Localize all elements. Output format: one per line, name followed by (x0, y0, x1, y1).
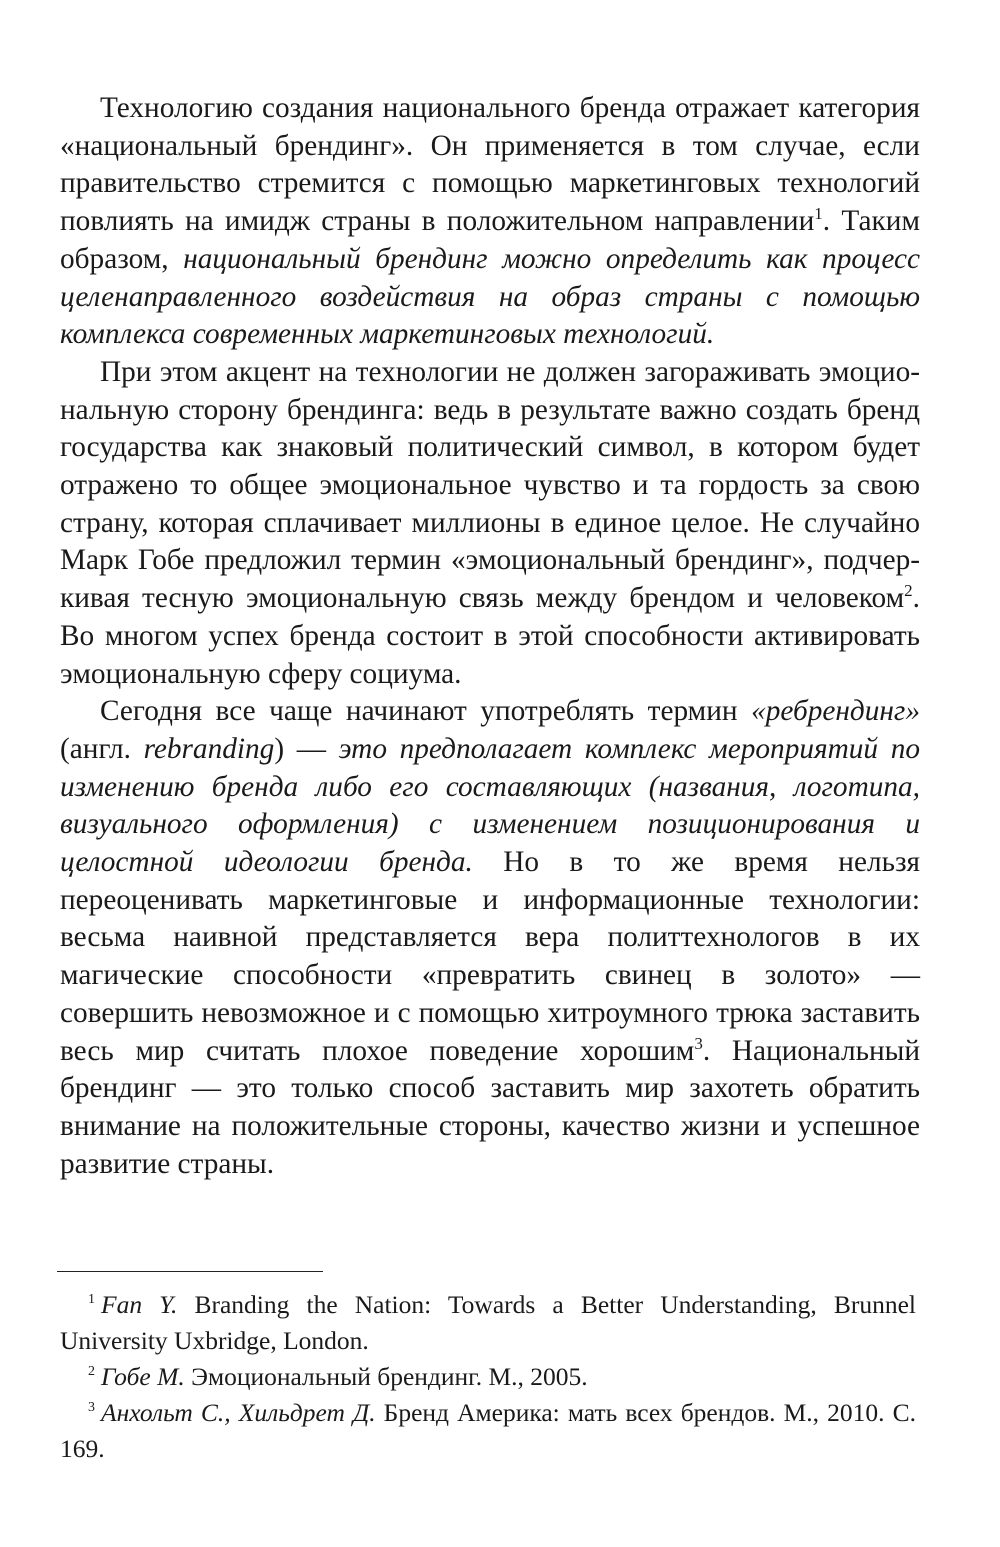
text-run: Технологию создания национального бренда отражает категория «национальный брендинг». Он применяется в том случае, если правительство стремится с помощью маркетинговых технологий повлиять на имидж страны в положительном направлении (60, 92, 920, 238)
text-run: . Во многом успех бренда состоит в этой способности активировать эмоциональную сферу социума. (60, 582, 920, 690)
footnote-ref: 3 (88, 1400, 95, 1415)
text-run: Бренд Америка: мать всех брендов. М., 2010. С. 169. (60, 1398, 916, 1463)
italic-run: национальный брендинг можно определить как процесс целенаправленного воздействия на образ страны с помощью комплекса современных маркетинговых технологий. (60, 242, 920, 351)
paragraph (60, 693, 920, 1183)
italic-run: это предполагает комплекс мероприятий по изменению бренда либо его составляющих (названия, логотипа, визуального оформления) с изменением позиционирования и целостной идеологии бренда. (60, 732, 920, 879)
text-run: Но в то же время нельзя переоценивать маркетинговые и информационные технологии: весьма наивной представляется вера политтехнологов в их магические способности «превратить свинец в золото» — совершить невозможное и с помощью хитроумного трюка заставить весь мир считать плохое поведение хорошим (60, 846, 920, 1067)
footnote (60, 1287, 916, 1359)
footnote (60, 1395, 916, 1467)
italic-run: Гобе М. (101, 1362, 185, 1391)
italic-run: Fan Y. (101, 1290, 178, 1319)
italic-run: Анхольт С., Хильдрет Д. (101, 1398, 376, 1427)
footnote (60, 1359, 916, 1395)
text-run: Эмоциональный брендинг. М., 2005. (184, 1362, 588, 1391)
footnote-ref: 1 (814, 204, 823, 224)
footnotes (60, 1287, 916, 1467)
footnote-ref: 2 (88, 1364, 95, 1379)
italic-run: rebranding (143, 732, 275, 765)
text-run: ) — (274, 732, 339, 765)
footnote-ref: 3 (694, 1033, 703, 1053)
paragraph (60, 90, 920, 354)
text-run: . Национальный брендинг — это только способ заставить мир захотеть обратить внимание на положительные стороны, качество жизни и успешное развитие страны. (60, 1034, 920, 1180)
text-run: . Таким образом, (60, 205, 920, 275)
text-run: (англ. (60, 732, 144, 765)
footnote-ref: 1 (88, 1292, 95, 1307)
text-run: При этом акцент на технологии не должен загораживать эмоциональную сторону брендинга: ведь в результате важно создать бренд государства как знаковый политический символ, в котором будет отражено то общее эмоциональное чувство и та гордость за свою страну, которая сплачивает миллионы в единое целое. Не случайно Марк Гобе предложил термин «эмоциональный брендинг», подчеркивая тесную эмоциональную связь между брендом и человеком (60, 355, 920, 615)
paragraph (60, 354, 920, 693)
main-text (60, 90, 920, 1183)
footnote-ref: 2 (904, 581, 913, 601)
text-run: Branding the Nation: Towards a Better Understanding, Brunnel University Uxbridge, London. (60, 1290, 916, 1355)
italic-run: «ребрендинг» (751, 695, 920, 728)
footnote-divider (57, 1271, 323, 1272)
text-run: Сегодня все чаще начинают употреблять термин (100, 695, 752, 728)
